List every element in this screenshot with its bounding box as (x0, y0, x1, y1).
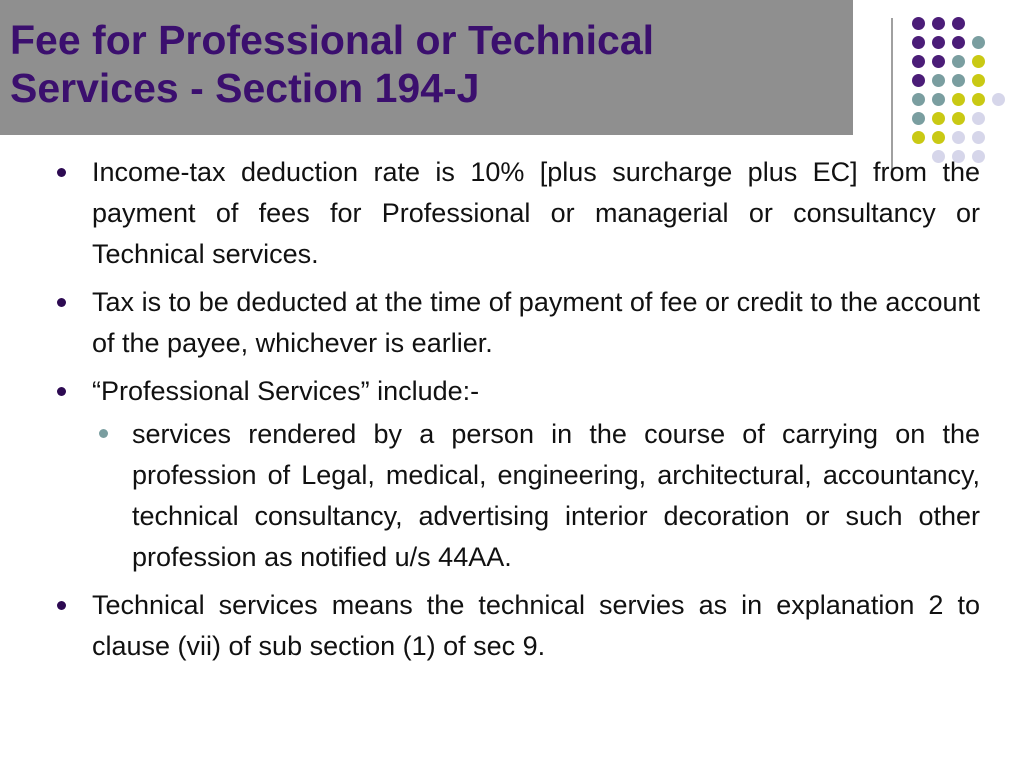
decorative-dot (912, 112, 925, 125)
decorative-dot (972, 55, 985, 68)
decorative-dot (912, 55, 925, 68)
decorative-dot (932, 93, 945, 106)
bullet-item (50, 152, 980, 275)
bullet-item (50, 371, 980, 578)
decorative-dot (952, 55, 965, 68)
decorative-dot (932, 55, 945, 68)
decorative-dot (932, 17, 945, 30)
sub-bullet-list (92, 414, 980, 578)
decorative-dot (912, 17, 925, 30)
bullet-text: Technical services means the technical servies as in explanation 2 to clause (vii) of sub section (1) of sec 9. (92, 590, 980, 661)
bullet-text: Tax is to be deducted at the time of payment of fee or credit to the account of the payee, whichever is earlier. (92, 287, 980, 358)
bullet-list (50, 152, 980, 667)
bullet-dot-icon (57, 601, 66, 610)
sub-bullet-text: services rendered by a person in the course of carrying on the profession of Legal, medical, engineering, architectural, accountancy, technical consultancy, advertising interior decoration or such other profession as notified u/s 44AA. (132, 419, 980, 572)
decorative-dot (932, 74, 945, 87)
decorative-dot (972, 74, 985, 87)
sub-bullet-dot-icon (99, 429, 108, 438)
slide-title-line-2: Services - Section 194-J (10, 65, 480, 111)
decorative-dot (932, 131, 945, 144)
decorative-dot (952, 74, 965, 87)
decorative-dot (912, 74, 925, 87)
bullet-item (50, 282, 980, 364)
bullet-dot-icon (57, 168, 66, 177)
bullet-dot-icon (57, 298, 66, 307)
decorative-dot (932, 112, 945, 125)
decorative-dot (912, 131, 925, 144)
decorative-dot (912, 93, 925, 106)
decorative-dot (992, 93, 1005, 106)
slide-title-line-1: Fee for Professional or Technical (10, 17, 655, 63)
bullet-text: Income-tax deduction rate is 10% [plus surcharge plus EC] from the payment of fees for Professional or managerial or consultancy or Technical services. (92, 157, 980, 269)
decorative-dot (932, 36, 945, 49)
decorative-dot (952, 112, 965, 125)
decorative-dot-grid (0, 0, 1024, 170)
decorative-dot (952, 131, 965, 144)
decorative-dot (972, 112, 985, 125)
bullet-dot-icon (57, 387, 66, 396)
decorative-dot (972, 131, 985, 144)
decorative-dot (972, 93, 985, 106)
decorative-dot (912, 36, 925, 49)
decorative-dot (952, 17, 965, 30)
decorative-dot (972, 36, 985, 49)
slide-body (50, 152, 980, 674)
decorative-dot (952, 93, 965, 106)
bullet-text: “Professional Services” include:- (92, 376, 480, 406)
bullet-item (50, 585, 980, 667)
sub-bullet-item (92, 414, 980, 578)
decorative-dot (952, 36, 965, 49)
